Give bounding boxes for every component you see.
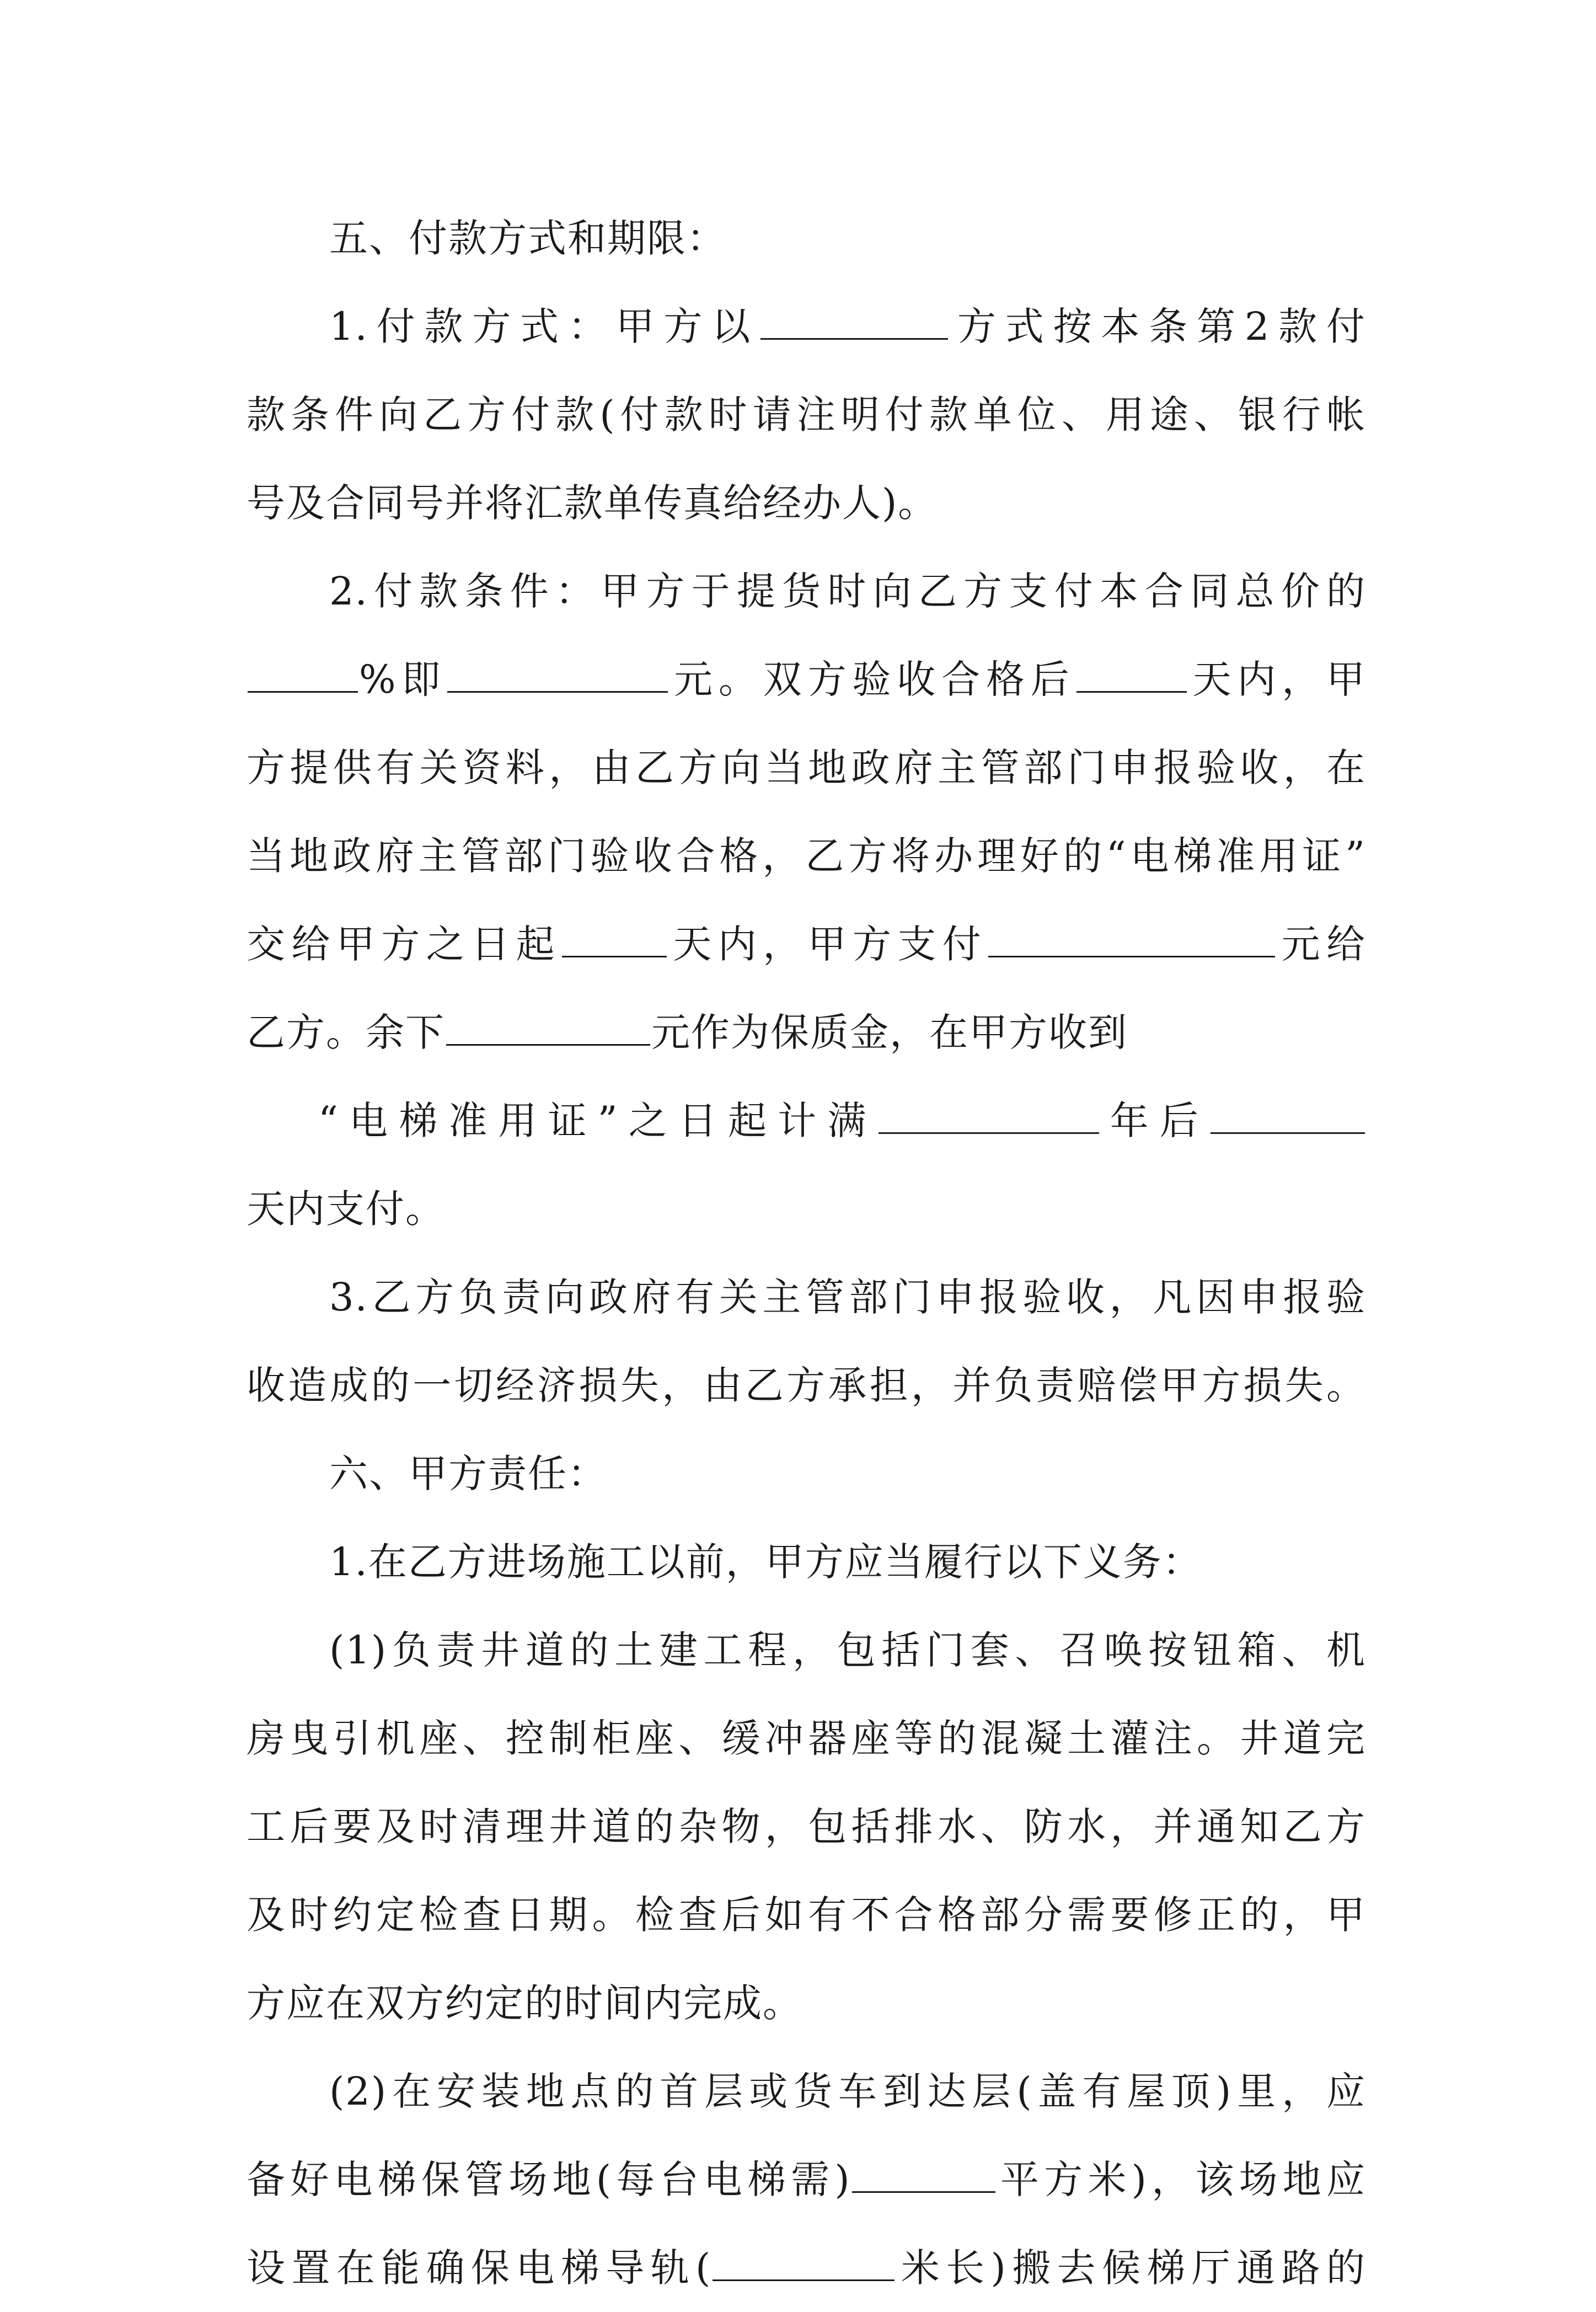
paragraph-line: %即 元。双方验收合格后 天内，甲 xyxy=(247,635,1366,724)
paragraph-line: (1)负责井道的土建工程，包括门套、召唤按钮箱、机 xyxy=(329,1628,1366,1673)
fill-blank[interactable] xyxy=(760,302,948,340)
paragraph-line: (2)在安装地点的首层或货车到达层(盖有屋顶)里，应 xyxy=(329,2069,1366,2114)
fill-blank[interactable] xyxy=(988,919,1275,958)
paragraph-line: 交给甲方之日起 天内，甲方支付 元给 xyxy=(247,900,1366,988)
section-heading-payment: 五、付款方式和期限： xyxy=(329,216,726,261)
paragraph-line: 房曳引机座、控制柜座、缓冲器座等的混凝土灌注。井道完 xyxy=(247,1716,1366,1761)
fill-blank[interactable] xyxy=(248,655,358,693)
paragraph-line: 2.付款条件：甲方于提货时向乙方支付本合同总价的 xyxy=(329,569,1366,614)
fill-blank[interactable] xyxy=(446,1008,650,1046)
fill-blank[interactable] xyxy=(562,919,667,958)
section-heading-party-a: 六、甲方责任： xyxy=(329,1451,607,1496)
paragraph-line: 工后要及时清理井道的杂物，包括排水、防水，并通知乙方 xyxy=(247,1804,1366,1849)
fill-blank[interactable] xyxy=(447,655,668,693)
paragraph-line: “电梯准用证”之日起计满 年后 xyxy=(247,1077,1366,1165)
paragraph-line: 设置在能确保电梯导轨( 米长)搬去候梯厅通路的 xyxy=(247,2224,1366,2312)
contract-body xyxy=(247,194,1366,2312)
paragraph-line: 收造成的一切经济损失，由乙方承担，并负责赔偿甲方损失。 xyxy=(247,1363,1366,1408)
paragraph-line: 及时约定检查日期。检查后如有不合格部分需要修正的，甲 xyxy=(247,1892,1366,1938)
paragraph-line: 当地政府主管部门验收合格，乙方将办理好的“电梯准用证” xyxy=(247,833,1366,879)
paragraph-line: 乙方。余下 元作为保质金，在甲方收到 xyxy=(247,988,1366,1077)
fill-blank[interactable] xyxy=(713,2243,895,2282)
fill-blank[interactable] xyxy=(879,1096,1099,1134)
fill-blank[interactable] xyxy=(1077,655,1187,693)
paragraph-line: 1.付款方式：甲方以 方式按本条第2款付 xyxy=(247,282,1366,371)
paragraph-line: 方应在双方约定的时间内完成。 xyxy=(247,1981,802,2026)
fill-blank[interactable] xyxy=(852,2155,995,2193)
fill-blank[interactable] xyxy=(1211,1096,1365,1134)
paragraph-line: 号及合同号并将汇款单传真给经办人)。 xyxy=(247,480,938,526)
paragraph-line: 方提供有关资料，由乙方向当地政府主管部门申报验收，在 xyxy=(247,745,1366,790)
paragraph-line: 1.在乙方进场施工以前，甲方应当履行以下义务： xyxy=(329,1539,1202,1585)
paragraph-line: 备好电梯保管场地(每台电梯需) 平方米)，该场地应 xyxy=(247,2136,1366,2224)
paragraph-line: 3.乙方负责向政府有关主管部门申报验收，凡因申报验 xyxy=(329,1275,1366,1320)
paragraph-line: 天内支付。 xyxy=(247,1186,445,1232)
paragraph-line: 款条件向乙方付款(付款时请注明付款单位、用途、银行帐 xyxy=(247,392,1366,437)
